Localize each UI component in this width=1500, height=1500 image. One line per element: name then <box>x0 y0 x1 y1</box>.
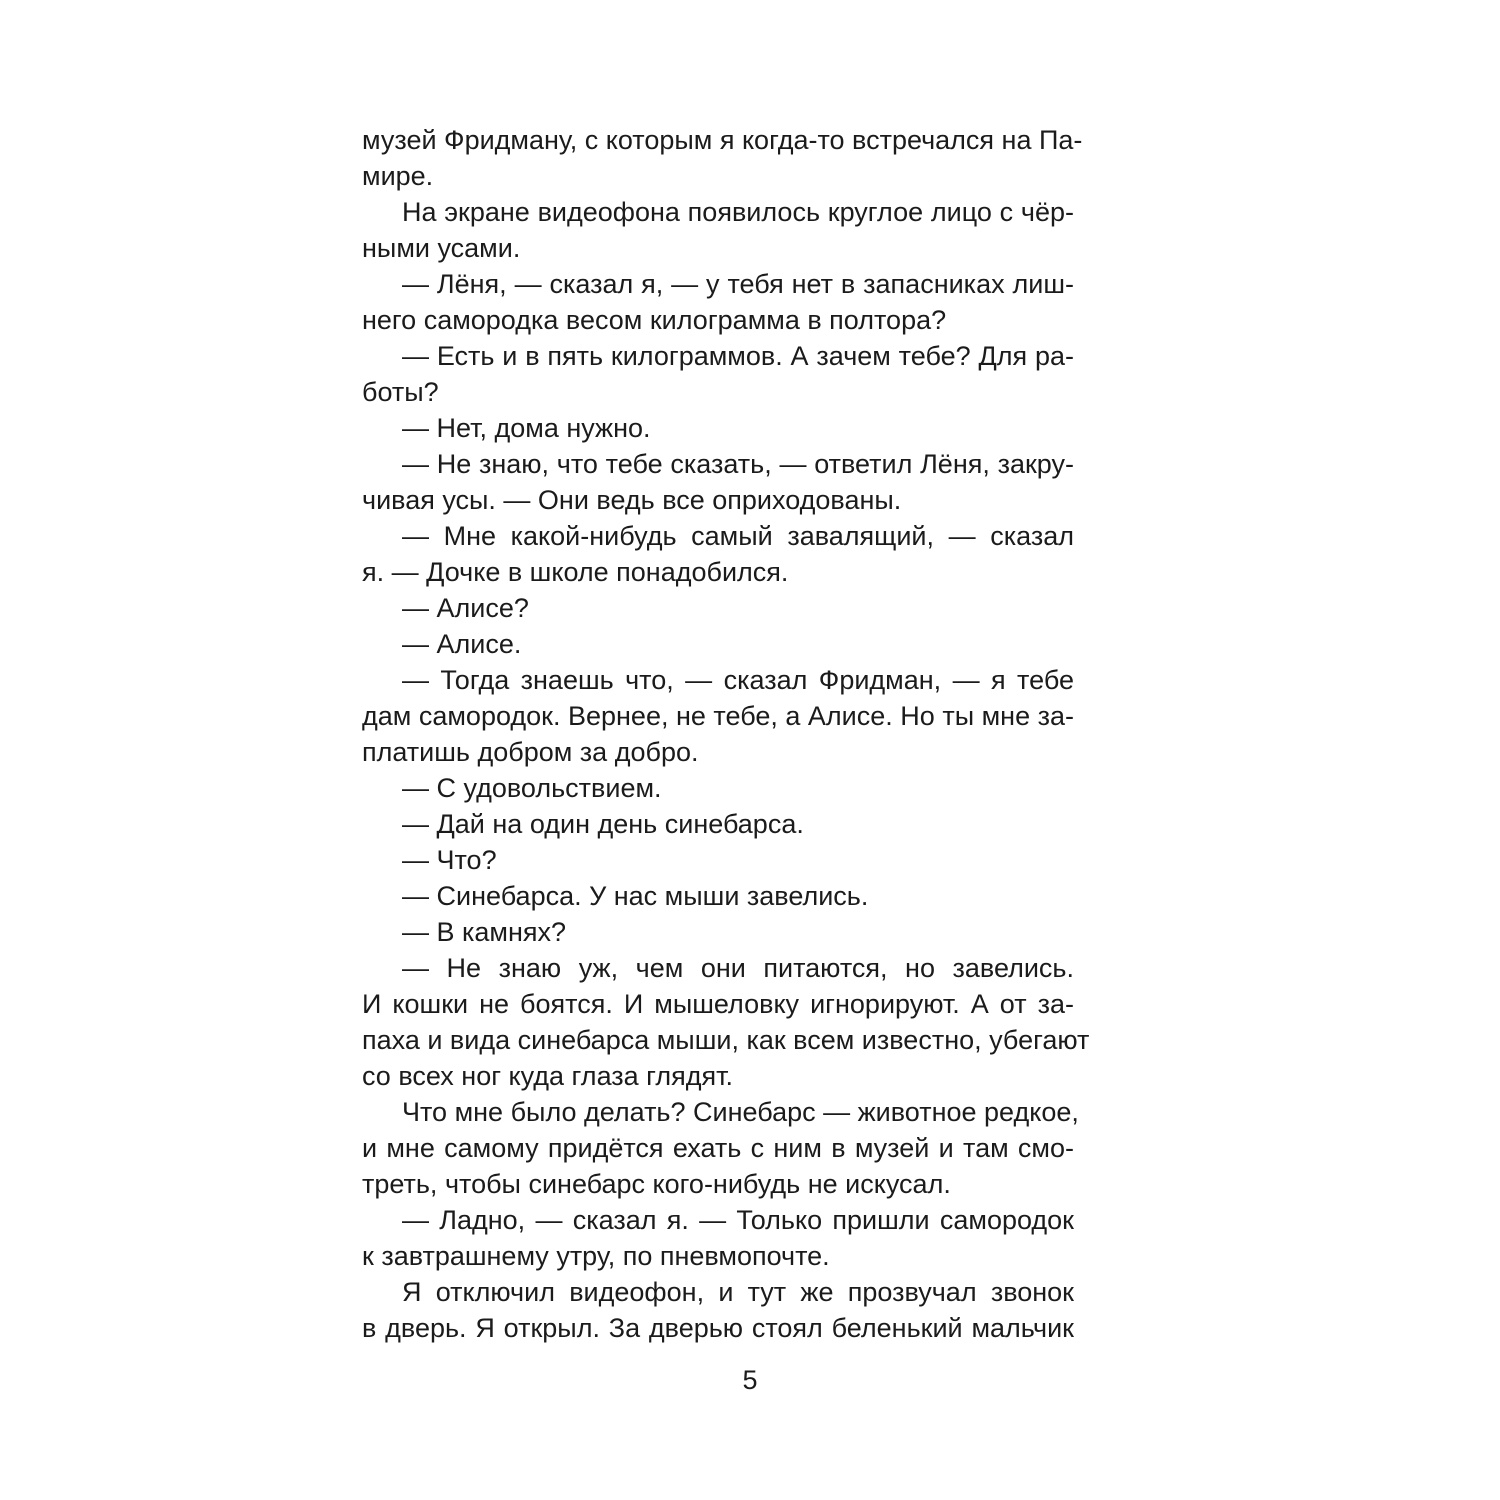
text-line: — Не знаю, что тебе сказать, — ответил Лёня, закру- <box>402 449 1074 479</box>
text-line: к завтрашнему утру, по пневмопочте. <box>362 1241 830 1271</box>
text-line: Что мне было делать? Синебарс — животное редкое, <box>402 1097 1079 1127</box>
text-line: боты? <box>362 377 439 407</box>
text-line: чивая усы. — Они ведь все оприходованы. <box>362 485 902 515</box>
text-line: — Ладно, — сказал я. — Только пришли самородок <box>402 1205 1074 1235</box>
text-line: — Тогда знаешь что, — сказал Фридман, — я тебе <box>402 665 1074 695</box>
text-line: — Алисе? <box>402 593 529 623</box>
text-line: дам самородок. Вернее, не тебе, а Алисе. Но ты мне за- <box>362 701 1074 731</box>
text-line: мире. <box>362 161 434 191</box>
text-line: — Синебарса. У нас мыши завелись. <box>402 881 869 911</box>
text-line: музей Фридману, с которым я когда-то встречался на Па- <box>362 125 1083 155</box>
text-line: треть, чтобы синебарс кого-нибудь не искусал. <box>362 1169 951 1199</box>
text-line: — В камнях? <box>402 917 567 947</box>
text-line: — Что? <box>402 845 497 875</box>
text-line: — Алисе. <box>402 629 522 659</box>
text-line: — Есть и в пять килограммов. А зачем тебе? Для ра- <box>402 341 1074 371</box>
text-line: платишь добром за добро. <box>362 737 699 767</box>
text-line: — Нет, дома нужно. <box>402 413 651 443</box>
text-line: со всех ног куда глаза глядят. <box>362 1061 734 1091</box>
text-line: ными усами. <box>362 233 521 263</box>
text-line: — Лёня, — сказал я, — у тебя нет в запасниках лиш- <box>402 269 1074 299</box>
text-line: На экране видеофона появилось круглое лицо с чёр- <box>402 197 1074 227</box>
page-number: 5 <box>742 1365 758 1395</box>
text-line: — Не знаю уж, чем они питаются, но завелись. <box>402 953 1074 983</box>
text-line: паха и вида синебарса мыши, как всем известно, убегают <box>362 1025 1090 1055</box>
text-line: И кошки не боятся. И мышеловку игнорируют. А от за- <box>362 989 1074 1019</box>
text-line: я. — Дочке в школе понадобился. <box>362 557 789 587</box>
text-line: — С удовольствием. <box>402 773 662 803</box>
text-line: — Мне какой-нибудь самый завалящий, — сказал <box>402 521 1074 551</box>
text-line: него самородка весом килограмма в полтора? <box>362 305 947 335</box>
text-line: Я отключил видеофон, и тут же прозвучал звонок <box>402 1277 1074 1307</box>
text-line: — Дай на один день синебарса. <box>402 809 804 839</box>
text-line: и мне самому придётся ехать с ним в музей и там смо- <box>362 1133 1074 1163</box>
text-line: в дверь. Я открыл. За дверью стоял беленький мальчик <box>362 1313 1074 1343</box>
